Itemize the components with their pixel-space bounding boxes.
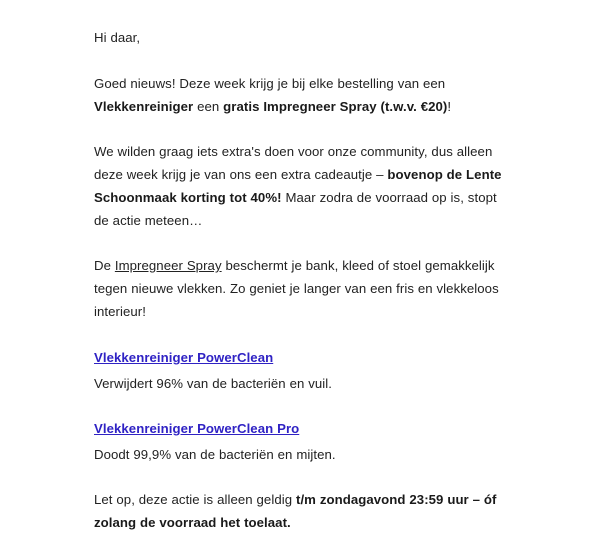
intro-tail-text: ! <box>447 99 452 114</box>
product-link-row-1 <box>94 346 504 369</box>
spray-lead-text: De <box>94 258 115 273</box>
disclaimer-deadline-bold: t/m zondagavond 23:59 uur – óf zolang de voorraad het toelaat. <box>94 492 497 530</box>
spray-tail-text: beschermt je bank, kleed of stoel gemakkelijk tegen nieuwe vlekken. Zo geniet je langer van een fris en vlekkeloos interieur! <box>94 258 499 319</box>
intro-lead-text: Goed nieuws! Deze week krijg je bij elke bestelling van een <box>94 76 446 91</box>
product-description-1 <box>94 372 504 395</box>
product-link-powerclean-pro[interactable]: Vlekkenreiniger PowerClean Pro <box>94 421 300 436</box>
greeting-text: Hi daar, <box>94 30 141 45</box>
greeting-paragraph <box>94 26 504 49</box>
product-link-powerclean[interactable]: Vlekkenreiniger PowerClean <box>94 350 274 365</box>
community-tail-text: Maar zodra de voorraad op is, stopt de actie meteen… <box>94 190 497 228</box>
community-discount-bold: bovenop de Lente Schoonmaak korting tot 40%! <box>94 167 502 205</box>
impregneer-spray-term: Impregneer Spray <box>114 258 222 273</box>
intro-offer-bold: gratis Impregneer Spray (t.w.v. €20) <box>223 99 448 114</box>
product-link-row-2 <box>94 417 504 440</box>
product-description-text-2: Doodt 99,9% van de bacteriën en mijten. <box>94 447 336 462</box>
intro-middle-text: een <box>193 99 224 114</box>
intro-product-bold: Vlekkenreiniger <box>94 99 194 114</box>
spray-info-paragraph <box>94 254 504 323</box>
community-lead-text: We wilden graag iets extra's doen voor onze community, dus alleen deze week krijg je van ons een extra cadeautje – <box>94 144 493 182</box>
intro-paragraph <box>94 72 504 118</box>
community-paragraph <box>94 140 504 232</box>
product-description-2 <box>94 443 504 466</box>
disclaimer-lead-text: Let op, deze actie is alleen geldig <box>94 492 296 507</box>
product-description-text-1: Verwijdert 96% van de bacteriën en vuil. <box>94 376 333 391</box>
disclaimer-paragraph <box>94 488 504 534</box>
